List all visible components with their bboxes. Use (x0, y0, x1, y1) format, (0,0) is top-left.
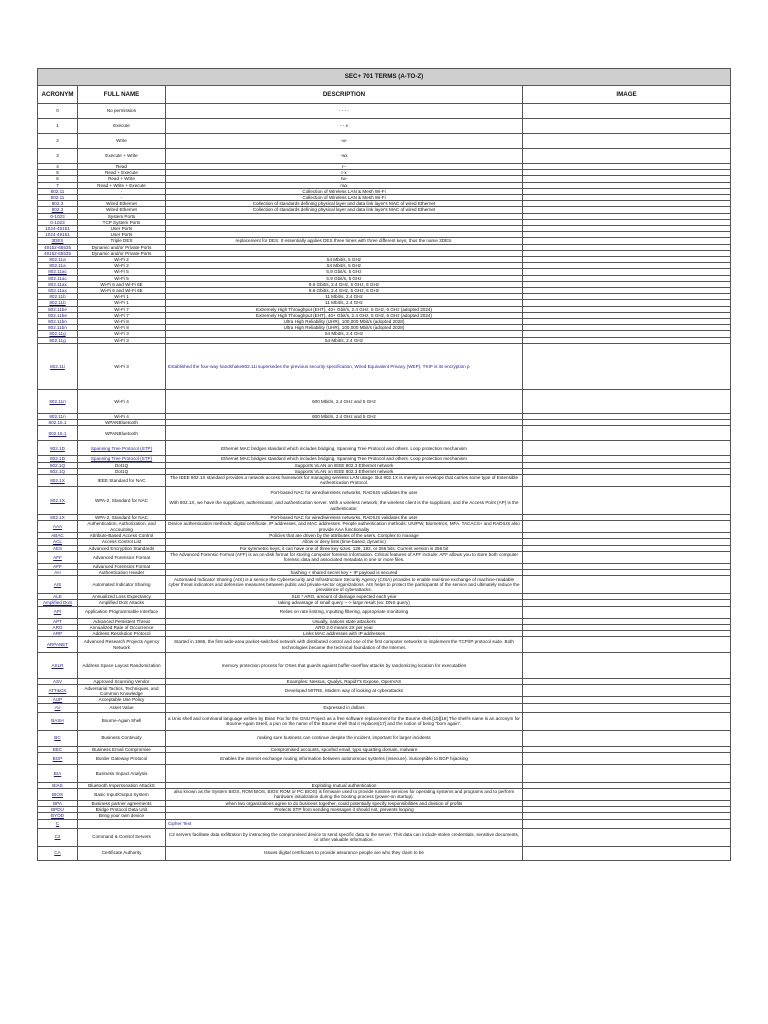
description-cell: Supports VLAN on IEEE 802.3 Ethernet network (166, 468, 523, 474)
acronym-cell[interactable]: ARO (38, 624, 78, 630)
acronym-cell[interactable]: BASH (38, 712, 78, 730)
acronym-cell[interactable]: CA (38, 846, 78, 860)
table-row (38, 752, 731, 764)
description-cell: Device authentication methods: digital certificate, IP addresses, and MAC addresses. People authentication methods: UN/PW, Biometrics, MFA. TACACS+ and RADIUS also provide AAA functionality (166, 521, 523, 533)
description-cell: 600 Mbit/s, 2.4 GHz and 5 GHz (166, 413, 523, 419)
acronym-cell[interactable]: 802.3 (38, 201, 78, 207)
full-name-cell: Certificate Authority (78, 846, 166, 860)
acronym-cell[interactable]: 3DES (38, 238, 78, 244)
description-cell: 6.9 Gbit/s, 5 GHz (166, 275, 523, 281)
acronym-cell[interactable]: ALE (38, 594, 78, 600)
acronym-cell[interactable]: ABAC (38, 533, 78, 539)
table-row (38, 474, 731, 486)
full-name-cell: Wi-Fi 7 (78, 312, 166, 318)
table-row (38, 551, 731, 563)
description-cell: Collection of standards defining physical layer and data link layer's MAC of wired Ethernet (166, 201, 523, 207)
full-name-cell: Wi-Fi 6 and Wi-Fi 6E (78, 281, 166, 287)
description-cell: Usually, nations state attackers (166, 618, 523, 624)
acronym-cell[interactable]: 802.11 (38, 188, 78, 194)
acronym-cell[interactable]: ASLR (38, 653, 78, 679)
full-name-cell: Authentication Header (78, 569, 166, 575)
description-cell: 6.9 Gbit/s, 5 GHz (166, 269, 523, 275)
table-row (38, 764, 731, 782)
full-name-cell: Wi-Fi 3 (78, 343, 166, 389)
description-cell: Protects STP from sending messages it should not, prevents looping (166, 807, 523, 813)
description-cell (166, 764, 523, 782)
full-name-cell: Annualized Rate of Occurrence (78, 624, 166, 630)
full-name-cell: Acceptable Use Policy (78, 697, 166, 703)
full-name-cell: Read (78, 164, 166, 170)
image-cell (523, 486, 731, 514)
description-cell: Ultra High Reliability (UHR), 100,000 Mbit/s (adopted 2028) (166, 325, 523, 331)
acronym-cell[interactable]: 802.1Q (38, 462, 78, 468)
image-cell (523, 389, 731, 413)
acronym-cell[interactable]: 49152-65535 (38, 244, 78, 250)
acronym-cell[interactable]: 802.11a (38, 263, 78, 269)
full-name-cell: Address Space Layout Randomization (78, 653, 166, 679)
acronym-cell[interactable]: 802.3 (38, 207, 78, 213)
full-name-cell: Authentication, Authorization, and Accounting (78, 521, 166, 533)
full-name-cell: Advanced Forensics Format (78, 563, 166, 569)
full-name-cell: Automated Indicator Sharing (78, 576, 166, 594)
acronym-cell[interactable]: 802.1Q (38, 468, 78, 474)
full-name-cell: Wi-Fi 4 (78, 389, 166, 413)
acronym-cell[interactable]: AFF (38, 563, 78, 569)
description-cell: 9.6 Gbit/s, 2.4 GHz, 5 GHz, 6 GHz (166, 288, 523, 294)
table-row (38, 819, 731, 828)
description-cell: C2 servers facilitate data exfiltration by instructing the compromised device to send specific data to the server. This data can include stolen credentials, sensitive documents, or other valuable information. (166, 828, 523, 846)
full-name-cell: TCP System Ports (78, 219, 166, 225)
full-name-cell: WPANBluetooth (78, 426, 166, 441)
description-cell: Exploiting mutual authentication (166, 782, 523, 788)
image-cell (523, 474, 731, 486)
acronym-cell[interactable]: 802.11b (38, 294, 78, 300)
full-name-cell: Wi-Fi 3 (78, 337, 166, 343)
header-description: DESCRIPTION (166, 86, 523, 104)
description-cell: rw- (166, 176, 523, 182)
description-cell: Policies that are driven by the attributes of the users. Complex to manage (166, 533, 523, 539)
full-name-cell: Command & Control Servers (78, 828, 166, 846)
description-cell: 11 Mbit/s, 2.4 GHz (166, 294, 523, 300)
table-row (38, 712, 731, 730)
image-cell (523, 846, 731, 860)
image-cell (523, 653, 731, 679)
acronym-cell[interactable]: BIA (38, 764, 78, 782)
image-cell (523, 119, 731, 134)
description-cell: Port-based NAC for wired/wireless networks, RADIUS validates the user With 802.1X, we have the supplicant, authenticator, and authentication server. With a wireless network, the wireless client is the supplicant, and the Access Point (AP) is the authenticator. (166, 486, 523, 514)
acronym-cell: 7 (38, 182, 78, 188)
full-name-cell: WPANBluetooth (78, 420, 166, 426)
full-name-cell: Amplified DoS Attacks (78, 600, 166, 606)
image-cell (523, 730, 731, 746)
full-name-cell: Address Resolution Protocol (78, 630, 166, 636)
image-cell (523, 551, 731, 563)
full-name-cell: Wi-Fi 1 (78, 294, 166, 300)
acronym-cell[interactable]: BGP (38, 752, 78, 764)
acronym-cell[interactable]: API (38, 606, 78, 618)
description-cell: replacement for DES. It essentially applies DES three times with three different keys, thus the name 3DES. (166, 238, 523, 244)
description-cell: 54 Mbit/s, 2.4 GHz (166, 337, 523, 343)
description-cell: Compromised accounts, spoofed email, typo squatting domain, malware (166, 746, 523, 752)
table-row (38, 521, 731, 533)
acronym-cell[interactable]: 802.15.1 (38, 420, 78, 426)
image-cell (523, 521, 731, 533)
acronym-cell[interactable]: AES (38, 545, 78, 551)
acronym-cell[interactable]: 802.11b (38, 300, 78, 306)
full-name-cell: Wi-Fi 6 and Wi-Fi 6E (78, 288, 166, 294)
acronym-cell[interactable]: BPDU (38, 807, 78, 813)
full-name-cell: Wi-Fi 8 (78, 319, 166, 325)
full-name-cell: Approved Scanning Vendor (78, 679, 166, 685)
full-name-cell: User Ports (78, 226, 166, 232)
acronym-cell[interactable]: 802.11be (38, 306, 78, 312)
acronym-cell[interactable]: ARPANET (38, 637, 78, 653)
table-row (38, 703, 731, 712)
acronym-cell[interactable]: 802.11bn (38, 325, 78, 331)
description-cell: Ethernet MAC bridges standard which includes bridging, Spanning Tree Protocol and others. Loop protection mechanism (166, 456, 523, 462)
table-row (38, 606, 731, 618)
acronym-cell: 6 (38, 176, 78, 182)
acronym-cell[interactable]: 802.11ax (38, 281, 78, 287)
table-row (38, 788, 731, 800)
image-cell (523, 134, 731, 149)
description-cell: Supports VLAN on IEEE 802.3 Ethernet network (166, 462, 523, 468)
full-name-cell: Access Control List (78, 539, 166, 545)
image-cell (523, 752, 731, 764)
full-name-cell: Advanced Research Projects Agency Network (78, 637, 166, 653)
full-name-cell: Write (78, 134, 166, 149)
full-name-cell: System Ports (78, 213, 166, 219)
description-cell: The IEEE 802.1X standard provides a network access framework for managing wireless LAN usage. But 802.1X is merely an envelope that carries some type of Extensible Authentication Protocol. (166, 474, 523, 486)
full-name-cell: Wi-Fi 7 (78, 306, 166, 312)
acronym-cell[interactable]: 802.15.1 (38, 426, 78, 441)
description-cell: Ultra High Reliability (UHR), 100,000 Mbit/s (adopted 2028) (166, 319, 523, 325)
acronym-cell[interactable]: 802.1D (38, 441, 78, 456)
description-cell: 54 Mbit/s, 2.4 GHz (166, 331, 523, 337)
description-cell[interactable]: Cipher Text (166, 819, 523, 828)
description-cell: Automated Indicator Sharing (AIS) is a service the Cybersecurity and Infrastructure Security Agency (CISA) provides to enable real-time exchange of machine-readable cyber threat indicators and defensive measures between public and private-sector organizations. AIS helps to protect the participants of the service and ultimately reduce the prevalence of cyberattacks. (166, 576, 523, 594)
description-cell: Collection of standards defining physical layer and data link layer's MAC of wired Ethernet (166, 207, 523, 213)
acronym-cell[interactable]: BIOS (38, 788, 78, 800)
description-cell: 9.6 Gbit/s, 2.4 GHz, 5 GHz, 6 GHz (166, 281, 523, 287)
image-cell (523, 703, 731, 712)
description-cell: Collection of Wireless LAN & Mesh Wi-Fi (166, 188, 523, 194)
table-row (38, 685, 731, 697)
full-name-cell: Adversarial Tactics, Techniques, and Common Knowledge (78, 685, 166, 697)
image-cell (523, 576, 731, 594)
acronym-cell[interactable]: 802.11be (38, 312, 78, 318)
table-row (38, 149, 731, 164)
acronym-cell[interactable]: BC (38, 730, 78, 746)
acronym-cell[interactable]: 802.11n (38, 389, 78, 413)
description-cell: Relies on rate limiting, inputting filtering, appropriate monitoring (166, 606, 523, 618)
description-cell: The Advanced Forensic Format (AFF) is an on-disk format for storing computer forensic information. Critical features of AFF include: AFF allows you to store both computer forensic data and associated metadata in one or more files. (166, 551, 523, 563)
description-cell: Extremely High Throughput (EHT), 40+ Gbit/s, 2.4 GHz, 5 GHz, 6 GHz (adopted 2024) (166, 312, 523, 318)
acronym-cell: 5 (38, 170, 78, 176)
acronym-cell: 2 (38, 134, 78, 149)
image-cell (523, 828, 731, 846)
full-name-cell: User Ports (78, 232, 166, 238)
full-name-cell: - (78, 188, 166, 194)
description-cell: rwx (166, 182, 523, 188)
description-cell: Extremely High Throughput (EHT), 40+ Gbit/s, 2.4 GHz, 5 GHz, 6 GHz (adopted 2024) (166, 306, 523, 312)
sheet-title: SEC+ 701 TERMS (A-TO-Z) (38, 69, 731, 86)
full-name-cell: Wi-Fi 2 (78, 263, 166, 269)
description-cell: Expressed in dollars (166, 703, 523, 712)
header-row (38, 86, 731, 104)
table-row (38, 134, 731, 149)
acronym-cell[interactable]: BPA (38, 800, 78, 806)
table-row (38, 389, 731, 413)
full-name-cell: WPA-2, Standard for NAC (78, 514, 166, 520)
acronym-cell[interactable]: AV (38, 703, 78, 712)
full-name-cell: Wired Ethernet (78, 201, 166, 207)
acronym-cell[interactable]: 802.11i (38, 343, 78, 389)
full-name-cell: Wi-Fi 3 (78, 331, 166, 337)
description-cell: -w- (166, 134, 523, 149)
image-cell (523, 637, 731, 653)
acronym-cell[interactable]: ATT&CK (38, 685, 78, 697)
full-name-cell: Wi-Fi 8 (78, 325, 166, 331)
acronym-cell[interactable]: AFF (38, 551, 78, 563)
full-name-cell: Business Continuity (78, 730, 166, 746)
description-cell: For symmetric keys, it can have one of three key sizes: 128, 192, or 256 bits. Current version is 256 bit (166, 545, 523, 551)
description-cell: r-- (166, 164, 523, 170)
acronym-cell[interactable]: APT (38, 618, 78, 624)
image-cell (523, 606, 731, 618)
acronym-cell[interactable]: ARP (38, 630, 78, 636)
description-cell: also known as the System BIOS, ROM BIOS, BIOS ROM or PC BIOS) is firmware used to provide runtime services for operating systems and programs and to perform hardware initialization during the booting process (power-on startup). (166, 788, 523, 800)
description-cell: Allow or deny lists (time-based, dynamic) (166, 539, 523, 545)
description-cell: Issues digital certificates to provide assurance people are who they claim to be (166, 846, 523, 860)
full-name-cell[interactable]: Spanning Tree Protocol (STP) (78, 441, 166, 456)
header-full-name: FULL NAME (78, 86, 166, 104)
description-cell: - - - - (166, 104, 523, 119)
acronym-cell[interactable]: 802.11g (38, 337, 78, 343)
full-name-cell: Execute + Write (78, 149, 166, 164)
description-cell: Enables the internet exchange routing information between autonomous systems (insecure). Susceptible to BGP hijacking (166, 752, 523, 764)
full-name-cell: IEEE Standard for NAC (78, 474, 166, 486)
acronym-cell[interactable]: AH (38, 569, 78, 575)
full-name-cell: WPA-2, Standard for NAC (78, 486, 166, 514)
table-row (38, 104, 731, 119)
full-name-cell: Advanced Encryption Standards (78, 545, 166, 551)
description-cell: 11 Mbit/s, 2.4 GHz (166, 300, 523, 306)
title-row (38, 69, 731, 86)
full-name-cell: Bridge Protocol Data Unit (78, 807, 166, 813)
description-cell: Examples: Nessus, Qualys, Rapid7's Expose, OpenVAS (166, 679, 523, 685)
full-name-cell: Asset Value (78, 703, 166, 712)
image-cell (523, 426, 731, 441)
full-name-cell: Dynamic and/or Private Ports (78, 250, 166, 256)
description-cell: r-x (166, 170, 523, 176)
description-cell: Port-based NAC for wired/wireless networks, RADIUS validates the user (166, 514, 523, 520)
table-row (38, 441, 731, 456)
acronym-cell[interactable]: ACL (38, 539, 78, 545)
acronym-cell[interactable]: 802.1X (38, 486, 78, 514)
full-name-cell: Read + Write + Execute (78, 182, 166, 188)
acronym-cell[interactable]: 802.11 (38, 195, 78, 201)
full-name-cell: Read + Write (78, 176, 166, 182)
table-row (38, 846, 731, 860)
full-name-cell: Dynamic and/or Private Ports (78, 244, 166, 250)
full-name-cell: Dot1Q (78, 468, 166, 474)
table-row (38, 637, 731, 653)
full-name-cell: Business Impact Analysis (78, 764, 166, 782)
full-name-cell: Wi-Fi 5 (78, 275, 166, 281)
full-name-cell: Bluetooth Impersonation AttackS (78, 782, 166, 788)
acronym-cell[interactable]: 0-1023 (38, 219, 78, 225)
description-cell: memory protection process for OSes that guards against buffer-overflow attacks by randomizing location for executables (166, 653, 523, 679)
description-cell[interactable]: Established the four-way handshake802.11i supersedes the previous security specification, Wired Equivalent Privacy (WEP). TKIP is its encryption p (166, 343, 523, 389)
full-name-cell: Bourne-Again Shell (78, 712, 166, 730)
acronym-cell[interactable]: Amplified DoS (38, 600, 78, 606)
full-name-cell (78, 819, 166, 828)
description-cell: - - x (166, 119, 523, 134)
description-cell: taking advantage of small query ---> large result (ex: DNS query) (166, 600, 523, 606)
full-name-cell: Business partner agreements (78, 800, 166, 806)
table-row (38, 653, 731, 679)
description-cell: ARO 2.0 means 2X per year (166, 624, 523, 630)
image-cell (523, 149, 731, 164)
header-image: IMAGE (523, 86, 731, 104)
acronym-cell[interactable]: 802.1X (38, 514, 78, 520)
description-cell: hashing + shared secret key + IP payload is secured (166, 569, 523, 575)
acronym-cell[interactable]: C (38, 819, 78, 828)
terms-table (37, 68, 731, 861)
description-cell: 54 Mbit/s, 5 GHz (166, 263, 523, 269)
table-row (38, 730, 731, 746)
description-cell: Ethernet MAC bridges standard which includes bridging, Spanning Tree Protocol and others. Loop protection mechanism (166, 441, 523, 456)
description-cell: -wx (166, 149, 523, 164)
description-cell: Links MAC addresses with IP addresses (166, 630, 523, 636)
full-name-cell: Read + Execute (78, 170, 166, 176)
description-cell: a Unix shell and command language written by Brian Fox for the GNU Project as a free software replacement for the Bourne shell.[15][16] The shell's name is an acronym for Bourne-Again SHell, a pun on the name of the Bourne shell that it replaces[17] and the notion of being "born again". (166, 712, 523, 730)
description-cell: when two organizations agree to do business together, could potentially specify responsibilities and division of profits (166, 800, 523, 806)
image-cell (523, 685, 731, 697)
full-name-cell: Bring your own device (78, 813, 166, 819)
acronym-cell[interactable]: 802.11bn (38, 319, 78, 325)
full-name-cell: Border Gateway Protocol (78, 752, 166, 764)
acronym-cell[interactable]: 802.11n (38, 413, 78, 419)
acronym-cell[interactable]: C2 (38, 828, 78, 846)
acronym-cell[interactable]: BYOD (38, 813, 78, 819)
full-name-cell: Wi-Fi 4 (78, 413, 166, 419)
acronym-cell[interactable]: 1024-49151 (38, 232, 78, 238)
full-name-cell: Wi-Fi 5 (78, 269, 166, 275)
acronym-cell: 0 (38, 104, 78, 119)
description-cell: Developed MITRE, Modern way of looking at cyberattacks (166, 685, 523, 697)
acronym-cell[interactable]: BIAS (38, 782, 78, 788)
table-row (38, 119, 731, 134)
header-acronym: ACRONYM (38, 86, 78, 104)
full-name-cell: Basic Input/Output System (78, 788, 166, 800)
acronym-cell[interactable]: 802.11a (38, 257, 78, 263)
acronym-cell[interactable]: 802.1D (38, 456, 78, 462)
acronym-cell[interactable]: 1024-49151 (38, 226, 78, 232)
full-name-cell: Advanced Persistent Threat (78, 618, 166, 624)
acronym-cell[interactable]: BEC (38, 746, 78, 752)
image-cell (523, 764, 731, 782)
acronym-cell[interactable]: 802.11ac (38, 275, 78, 281)
acronym-cell[interactable]: 802.11ax (38, 288, 78, 294)
image-cell (523, 712, 731, 730)
acronym-cell[interactable]: AIS (38, 576, 78, 594)
description-cell: Collection of Wireless LAN & Mesh Wi-Fi (166, 195, 523, 201)
full-name-cell: Dot1Q (78, 462, 166, 468)
acronym-cell[interactable]: ASV (38, 679, 78, 685)
image-cell (523, 788, 731, 800)
full-name-cell: Business Email Compromise (78, 746, 166, 752)
full-name-cell: Annualized Loss Expectancy (78, 594, 166, 600)
table-row (38, 426, 731, 441)
description-cell: 54 Mbit/s, 5 GHz (166, 257, 523, 263)
full-name-cell: No permission (78, 104, 166, 119)
acronym-cell[interactable]: 802.11ac (38, 269, 78, 275)
acronym-cell[interactable]: AUP (38, 697, 78, 703)
acronym-cell[interactable]: 0-1023 (38, 213, 78, 219)
full-name-cell: Advanced Forensics Format (78, 551, 166, 563)
acronym-cell: 4 (38, 164, 78, 170)
full-name-cell: - (78, 195, 166, 201)
table-row (38, 576, 731, 594)
description-cell (166, 426, 523, 441)
image-cell (523, 104, 731, 119)
full-name-cell: Wi-Fi 2 (78, 257, 166, 263)
image-cell (523, 819, 731, 828)
acronym-cell[interactable]: 49152-65535 (38, 250, 78, 256)
description-cell: 600 Mbit/s, 2.4 GHz and 5 GHz (166, 389, 523, 413)
full-name-cell: Attribute-Based Access Control (78, 533, 166, 539)
acronym-cell: 3 (38, 149, 78, 164)
description-cell: SLE * ARO, amount of damage expected each year (166, 594, 523, 600)
table-row (38, 486, 731, 514)
acronym-cell[interactable]: AAA (38, 521, 78, 533)
full-name-cell: Execute (78, 119, 166, 134)
table-row (38, 828, 731, 846)
table-row (38, 343, 731, 389)
full-name-cell: Application Programmable Interface (78, 606, 166, 618)
image-cell (523, 441, 731, 456)
full-name-cell: Wi-Fi 1 (78, 300, 166, 306)
image-cell (523, 343, 731, 389)
acronym-cell: 1 (38, 119, 78, 134)
full-name-cell[interactable]: Spanning Tree Protocol (STP) (78, 456, 166, 462)
acronym-cell[interactable]: 802.11g (38, 331, 78, 337)
description-cell: Started in 1966, the first wide-area packet-switched network with distributed control and one of the first computer networks to implement the TCP/IP protocol suite. Both technologies became the technical foundation of the Internet. (166, 637, 523, 653)
description-cell: making sure business can continue despite the incident, important for larger incidents (166, 730, 523, 746)
full-name-cell: Wired Ethernet (78, 207, 166, 213)
full-name-cell: Triple DES (78, 238, 166, 244)
acronym-cell[interactable]: 802.1X (38, 474, 78, 486)
